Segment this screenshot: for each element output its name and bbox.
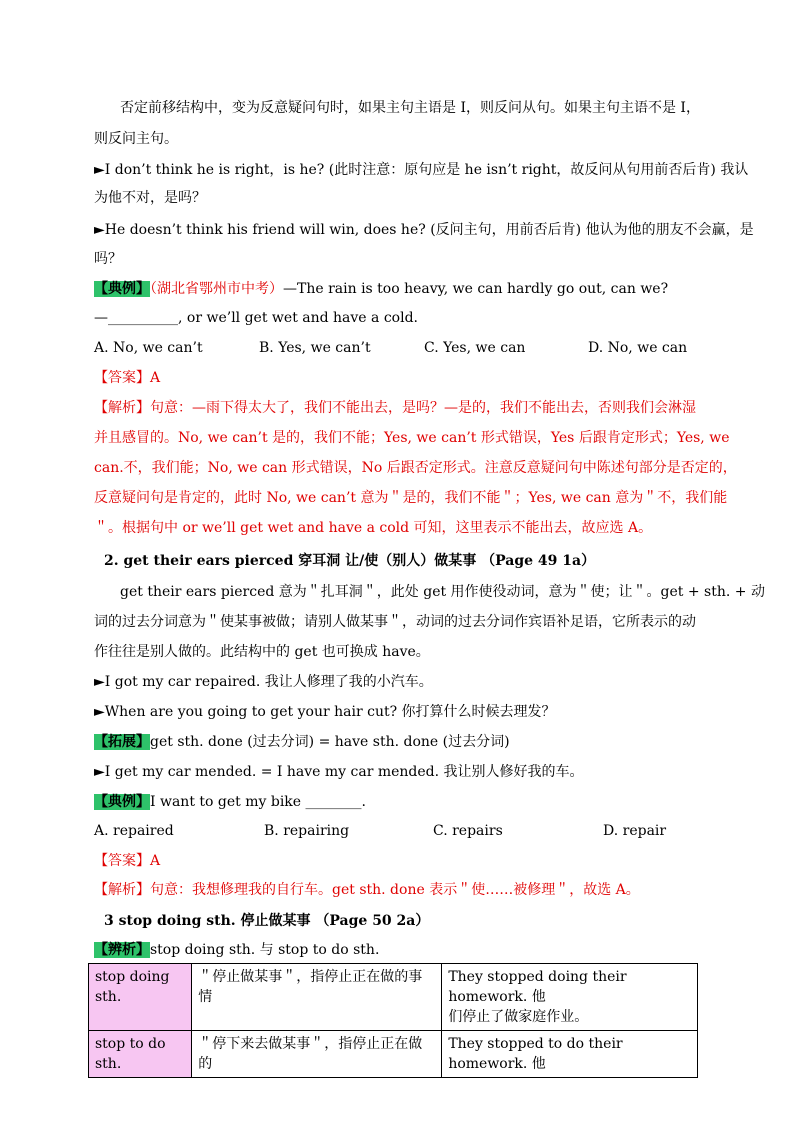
table-row — [89, 964, 698, 1031]
paragraph-line: 作往往是别人做的。此结构中的 get 也可换成 have。 — [94, 644, 430, 660]
paragraph-line: get their ears pierced 意为＂扎耳洞＂，此处 get 用作使役动词，意为＂使；让＂。get + sth. + 动 — [120, 584, 765, 600]
analysis-line — [94, 880, 640, 900]
analysis-text: 句意：—雨下得太大了，我们不能出去，是吗？—是的，我们不能出去，否则我们会淋湿 — [150, 400, 696, 416]
answer-line: 【答案】A — [94, 853, 161, 869]
option-b: B. repairing — [264, 823, 350, 839]
paragraph-line: 否定前移结构中，变为反意疑问句时，如果主句主语是 I，则反问从句。如果主句主语不是 I， — [120, 100, 700, 116]
answer-line: 【答案】A — [94, 370, 161, 386]
analysis-line — [94, 398, 696, 418]
table-cell-meaning: ＂停止做某事＂，指停止正在做的事情 — [192, 964, 442, 1031]
question-line — [94, 279, 668, 299]
example-line: They stopped doing their homework. 他 — [448, 969, 627, 1005]
section-heading: 2. get their ears pierced 穿耳洞 让/使（别人）做某事 （Page 49 1a） — [104, 553, 596, 569]
analysis-line: 反意疑问句是肯定的，此时 No, we can’t 意为＂是的，我们不能＂；Yes, we can 意为＂不，我们能 — [94, 490, 728, 506]
comparison-tag: 【辨析】 — [94, 942, 150, 958]
option-a: A. No, we can’t — [94, 340, 203, 356]
analysis-tag: 【解析】 — [94, 882, 150, 898]
example-line: 吗？ — [94, 251, 122, 267]
table-cell-example — [442, 1031, 698, 1078]
comparison-line — [94, 940, 379, 960]
section-heading: 3 stop doing sth. 停止做某事 （Page 50 2a） — [104, 913, 430, 929]
table-row — [89, 1031, 698, 1078]
question-source: （湖北省鄂州市中考） — [150, 281, 283, 297]
example-line: ►I don’t think he is right，is he? (此时注意：原句应是 he isn’t right，故反问从句用前否后肯) 我认 — [94, 162, 749, 178]
table-cell-example — [442, 964, 698, 1031]
example-tag: 【典例】 — [94, 794, 150, 810]
analysis-line: ＂。根据句中 or we’ll get wet and have a cold 可知，这里表示不能出去，故应选 A。 — [94, 520, 653, 536]
question-line: —__________, or we’ll get wet and have a cold. — [94, 310, 419, 326]
example-line: ►He doesn’t think his friend will win, does he? (反问主句，用前否后肯) 他认为他的朋友不会赢，是 — [94, 222, 754, 238]
example-line: ►I got my car repaired. 我让人修理了我的小汽车。 — [94, 674, 433, 690]
analysis-tag: 【解析】 — [94, 400, 150, 416]
table-cell-meaning: ＂停下来去做某事＂，指停止正在做的 — [192, 1031, 442, 1078]
option-c: C. repairs — [433, 823, 503, 839]
example-line: They stopped to do their homework. 他 — [448, 1036, 623, 1072]
table-cell-term: stop to do sth. — [89, 1031, 192, 1078]
example-line: ►When are you going to get your hair cut? 你打算什么时候去理发？ — [94, 704, 556, 720]
extension-text: get sth. done (过去分词) = have sth. done (过去分词) — [150, 734, 510, 750]
analysis-line: 并且感冒的。No, we can’t 是的，我们不能；Yes, we can’t 形式错误，Yes 后跟肯定形式；Yes, we — [94, 430, 730, 446]
analysis-line: can.不，我们能；No, we can 形式错误，No 后跟否定形式。注意反意疑问句中陈述句部分是否定的， — [94, 460, 737, 476]
paragraph-line: 则反问主句。 — [94, 131, 178, 147]
option-d: D. No, we can — [588, 340, 688, 356]
comparison-table — [88, 963, 698, 1078]
option-a: A. repaired — [94, 823, 174, 839]
option-c: C. Yes, we can — [424, 340, 526, 356]
example-line: 们停止了做家庭作业。 — [448, 1009, 589, 1025]
option-b: B. Yes, we can’t — [259, 340, 371, 356]
example-line: ►I get my car mended. = I have my car mended. 我让别人修好我的车。 — [94, 764, 584, 780]
example-line: 为他不对，是吗？ — [94, 190, 206, 206]
extension-tag: 【拓展】 — [94, 734, 150, 750]
comparison-text: stop doing sth. 与 stop to do sth. — [150, 942, 380, 958]
paragraph-line: 词的过去分词意为＂使某事被做；请别人做某事＂，动词的过去分词作宾语补足语，它所表示的动 — [94, 614, 696, 630]
example-tag: 【典例】 — [94, 281, 150, 297]
analysis-text: 句意：我想修理我的自行车。get sth. done 表示＂使……被修理＂，故选 A。 — [150, 882, 640, 898]
question-text: —The rain is too heavy, we can hardly go out, can we? — [283, 281, 669, 297]
question-line — [94, 792, 366, 812]
option-d: D. repair — [603, 823, 667, 839]
question-text: I want to get my bike ________. — [150, 794, 366, 810]
table-cell-term: stop doing sth. — [89, 964, 192, 1031]
extension-line — [94, 732, 510, 752]
